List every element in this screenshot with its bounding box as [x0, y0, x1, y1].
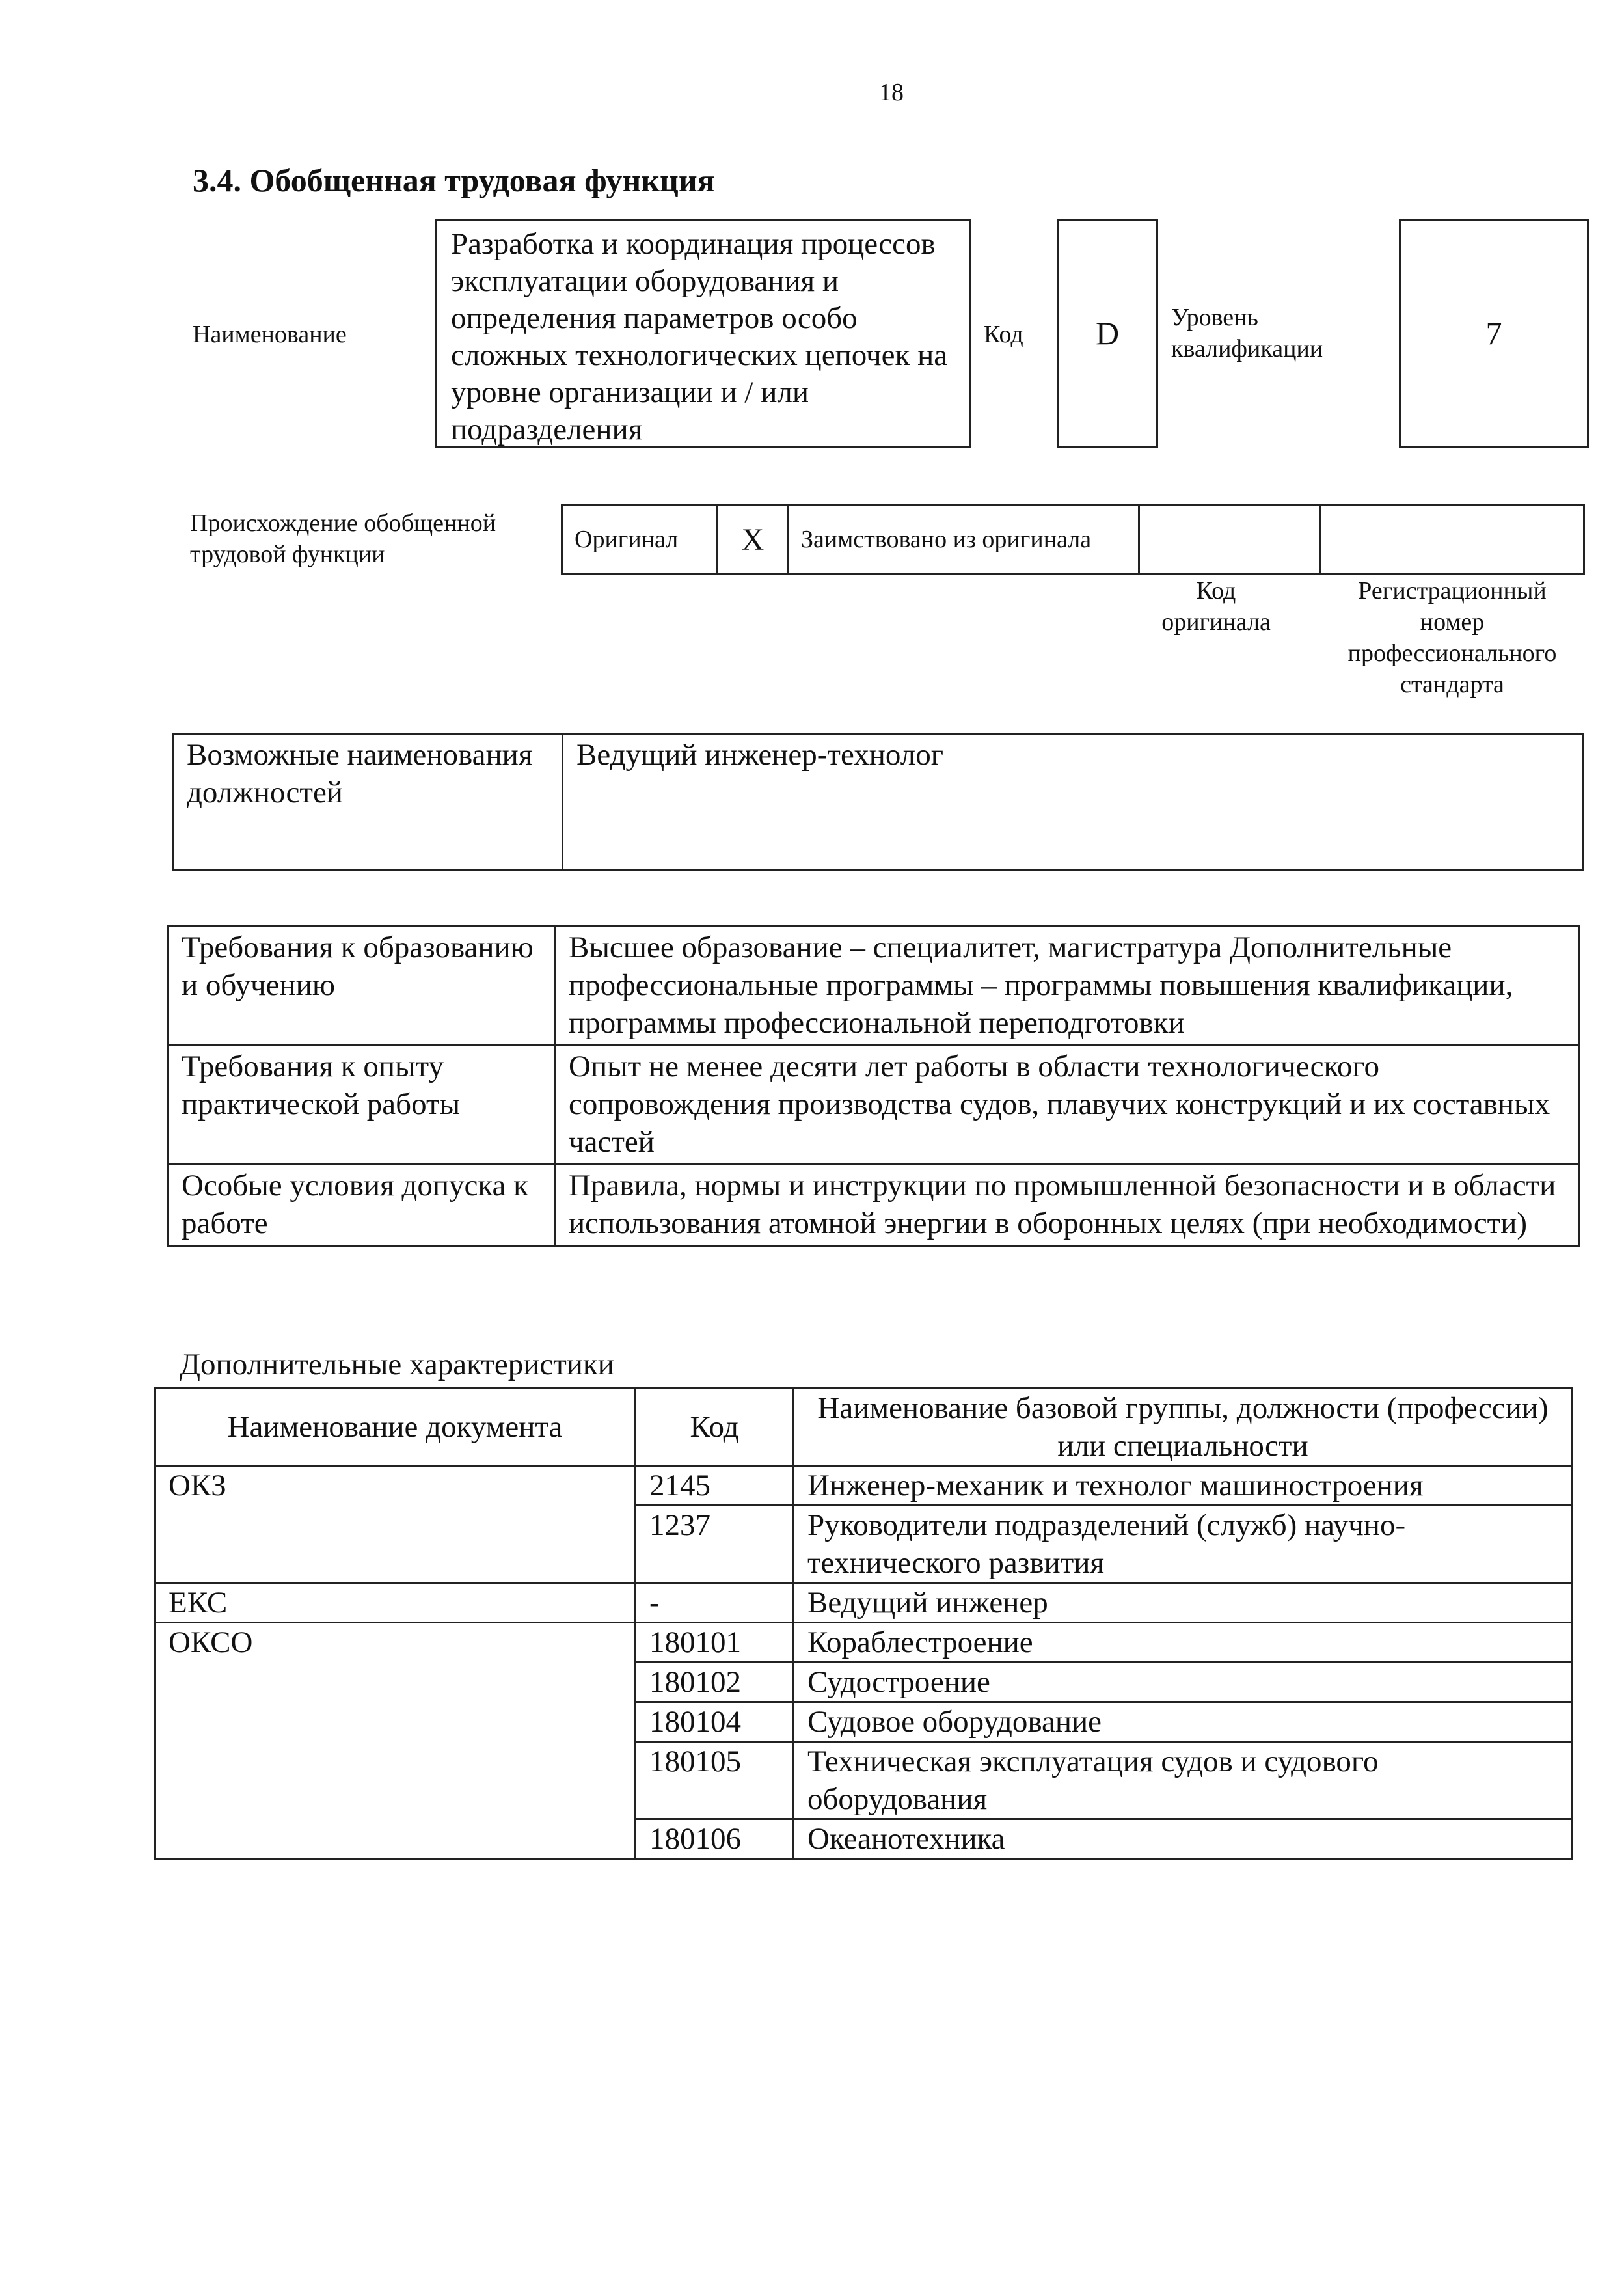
code-cell: 180102 [636, 1663, 794, 1702]
name-cell: Ведущий инженер [794, 1583, 1573, 1623]
page-number: 18 [879, 79, 904, 106]
requirement-row [168, 927, 1579, 1046]
positions-value: Ведущий инженер-технолог [563, 734, 1583, 871]
code-cell: 180104 [636, 1702, 794, 1742]
code-label: Код [984, 321, 1023, 348]
requirements-table [167, 925, 1580, 1247]
doc-cell: ОКЗ [155, 1466, 636, 1583]
origin-table [561, 504, 1585, 575]
original-code-cell [1139, 505, 1321, 575]
name-cell: Инженер-механик и технолог машиностроения [794, 1466, 1573, 1506]
code-cell: 180101 [636, 1623, 794, 1663]
borrowed-cell: Заимствовано из оригинала [789, 505, 1139, 575]
code-cell: 1237 [636, 1506, 794, 1583]
original-cell: Оригинал [562, 505, 718, 575]
code-cell: 180105 [636, 1742, 794, 1819]
col-doc-header: Наименование документа [155, 1389, 636, 1466]
requirement-value: Опыт не менее десяти лет работы в области технологического сопровождения производства судов, плавучих конструкций и их составных частей [555, 1046, 1579, 1165]
code-cell: - [636, 1583, 794, 1623]
original-mark: X [718, 505, 789, 575]
name-cell: Судостроение [794, 1663, 1573, 1702]
level-label-line1: Уровень [1171, 304, 1258, 331]
additional-title: Дополнительные характеристики [180, 1348, 614, 1381]
name-cell: Судовое оборудование [794, 1702, 1573, 1742]
requirement-label: Требования к опыту практической работы [168, 1046, 555, 1165]
requirement-row [168, 1046, 1579, 1165]
positions-label: Возможные наименования должностей [173, 734, 563, 871]
code-caption: Код оригинала [1161, 577, 1271, 636]
name-cell: Кораблестроение [794, 1623, 1573, 1663]
reg-number-cell [1321, 505, 1584, 575]
requirement-label: Особые условия допуска к работе [168, 1165, 555, 1246]
origin-label-line1: Происхождение обобщенной [190, 509, 496, 537]
level-label-line2: квалификации [1171, 335, 1323, 362]
code-cell: 180106 [636, 1819, 794, 1859]
requirement-label: Требования к образованию и обучению [168, 927, 555, 1046]
col-name-header: Наименование базовой группы, должности (профессии) или специальности [794, 1389, 1573, 1466]
additional-table [154, 1387, 1573, 1860]
function-name-box: Разработка и координация процессов эксплуатации оборудования и определения параметров особо сложных технологических цепочек на уровне организации и / или подразделения [435, 219, 971, 448]
code-cell: 2145 [636, 1466, 794, 1506]
requirement-value: Высшее образование – специалитет, магистратура Дополнительные профессиональные программы – программы повышения квалификации, программы профессиональной переподготовки [555, 927, 1579, 1046]
name-cell: Техническая эксплуатация судов и судового оборудования [794, 1742, 1573, 1819]
name-label: Наименование [193, 321, 347, 348]
level-label [1171, 302, 1323, 364]
doc-cell: ЕКС [155, 1583, 636, 1623]
name-cell: Руководители подразделений (служб) научно-технического развития [794, 1506, 1573, 1583]
doc-cell: ОКСО [155, 1623, 636, 1859]
table-row [155, 1623, 1573, 1663]
section-title: 3.4. Обобщенная трудовая функция [193, 162, 715, 198]
code-value-box: D [1057, 219, 1158, 448]
positions-table [172, 733, 1584, 871]
col-code-header: Код [636, 1389, 794, 1466]
level-value-box: 7 [1399, 219, 1589, 448]
reg-caption: Регистрационный номер профессионального стандарта [1347, 577, 1557, 698]
origin-label [190, 508, 496, 570]
requirement-row [168, 1165, 1579, 1246]
table-row [155, 1583, 1573, 1623]
table-row [155, 1466, 1573, 1506]
name-cell: Океанотехника [794, 1819, 1573, 1859]
origin-label-line2: трудовой функции [190, 541, 385, 568]
requirement-value: Правила, нормы и инструкции по промышленной безопасности и в области использования атомной энергии в оборонных целях (при необходимости) [555, 1165, 1579, 1246]
